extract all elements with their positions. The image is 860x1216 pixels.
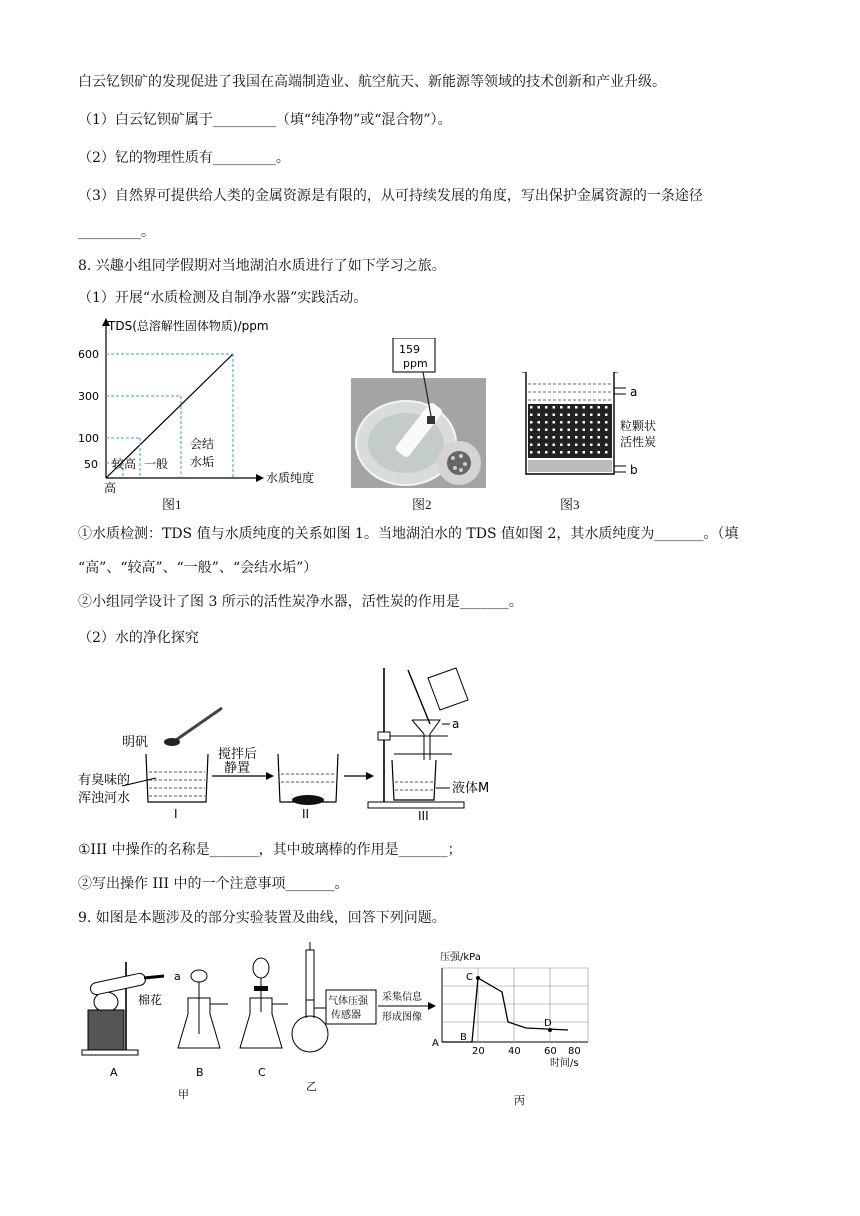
pressure-point-b: B [460,1032,467,1043]
alum-label: 明矾 [122,735,149,750]
label-yi: 乙 [306,1080,317,1093]
question-8-1-b: ②小组同学设计了图 3 所示的活性炭净水器，活性炭的作用是_______。 [78,594,523,610]
apparatus-small-a: a [174,970,181,983]
question-7-3-blank: _________。 [78,224,155,240]
question-8-title: 8. 兴趣小组同学假期对当地湖泊水质进行了如下学习之旅。 [78,258,446,274]
fig1-region-3: 会结 [190,437,215,451]
river-label-1: 有臭味的 [78,773,131,788]
fig1-ytick-300: 300 [78,390,99,403]
fig3-caption: 图3 [560,497,580,512]
figure-2-tds-photo [351,338,486,488]
question-8-1: （1）开展“水质检测及自制净水器”实践活动。 [78,290,368,306]
fig2-reading: 159 [399,343,420,356]
fig1-ytick-600: 600 [78,348,99,361]
question-8-2: （2）水的净化探究 [78,630,199,646]
pressure-xlabel: 时间/s [550,1058,579,1069]
pressure-xtick-80: 80 [568,1046,581,1057]
fig2-unit: ppm [403,357,428,370]
roman-1: I [174,807,178,821]
label-jia: 甲 [178,1088,189,1101]
figure-3-filter [520,372,690,484]
apparatus-label-c: C [258,1066,266,1079]
question-7-3: （3）自然界可提供给人类的金属资源是有限的，从可持续发展的角度，写出保护金属资源的一条途径 [78,188,703,204]
roman-3: III [418,809,429,823]
fig1-region-4: 水垢 [190,455,215,469]
apparatus-label-a: A [110,1066,118,1079]
step-label-1: 搅拌后 [218,747,258,762]
question-9-title: 9. 如图是本题涉及的部分实验装置及曲线，回答下列问题。 [78,910,446,926]
funnel-label-a: a [452,717,460,731]
pressure-ylabel: 压强/kPa [440,952,481,963]
figure-1-tds-chart [78,318,338,503]
river-label-2: 浑浊河水 [78,791,131,806]
roman-2: II [302,807,310,821]
figure-apparatus [78,942,598,1112]
fig3-label-a: a [630,385,638,399]
figure-purification [78,664,508,824]
info-label-2: 形成图像 [382,1012,422,1023]
question-8-1-a-options: “高”、“较高”、“一般”、“会结水垢”） [78,560,318,576]
liquid-m-label: 液体M [452,781,490,796]
pressure-xtick-40: 40 [508,1046,521,1057]
fig1-origin-label: 高 [104,481,117,495]
sensor-label-1: 气体压强 [328,996,368,1007]
question-8-2-b: ②写出操作 III 中的一个注意事项_______。 [78,876,349,892]
fig3-carbon-2: 活性炭 [620,435,657,449]
apparatus-label-b: B [196,1066,204,1079]
info-label-1: 采集信息 [382,992,422,1003]
fig1-ylabel: TDS(总溶解性固体物质)/ppm [108,319,269,333]
question-7-2: （2）钇的物理性质有_________。 [78,150,290,166]
step-label-2: 静置 [224,761,251,776]
question-8-1-a: ①水质检测：TDS 值与水质纯度的关系如图 1。当地湖泊水的 TDS 值如图 2，其水质纯度为_______。（填 [78,526,739,542]
fig1-caption: 图1 [162,497,182,512]
pressure-point-c: C [466,972,473,983]
pressure-point-a: A [432,1038,439,1049]
question-7-1: （1）白云钇钡矿属于_________（填“纯净物”或“混合物”）。 [78,112,452,128]
pressure-xtick-60: 60 [544,1046,557,1057]
cotton-label: 棉花 [138,993,163,1007]
fig1-ytick-50: 50 [84,458,98,471]
sensor-label-2: 传感器 [331,1010,361,1021]
fig1-region-1: 较高 [112,457,137,471]
fig1-xlabel: 水质纯度 [266,471,315,485]
intro-line: 白云钇钡矿的发现促进了我国在高端制造业、航空航天、新能源等领域的技术创新和产业升级。 [78,74,666,90]
fig1-region-2: 一般 [144,457,169,471]
fig1-ytick-100: 100 [78,432,99,445]
label-bing: 丙 [514,1094,525,1107]
fig3-carbon-1: 粒颗状 [620,419,657,433]
pressure-chart [432,951,588,1069]
fig3-label-b: b [630,463,638,477]
question-8-2-a: ①III 中操作的名称是_______，其中玻璃棒的作用是_______； [78,842,462,858]
fig2-caption: 图2 [412,497,432,512]
pressure-xtick-20: 20 [472,1046,485,1057]
pressure-point-d: D [544,1018,552,1029]
